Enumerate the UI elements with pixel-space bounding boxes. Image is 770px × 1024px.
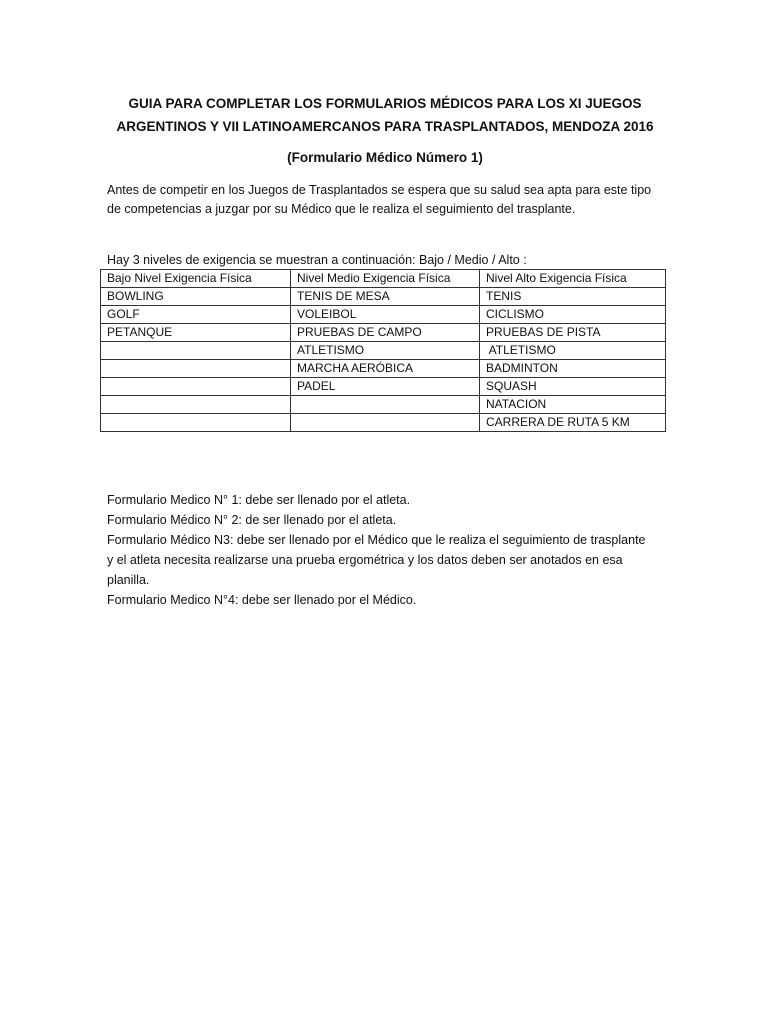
table-cell: PETANQUE <box>101 324 291 342</box>
table-row <box>101 288 666 306</box>
forms-notes <box>107 490 667 610</box>
document-subtitle: (Formulario Médico Número 1) <box>287 150 483 165</box>
table-cell: MARCHA AERÓBICA <box>291 360 480 378</box>
document-title <box>60 92 710 138</box>
table-cell: CARRERA DE RUTA 5 KM <box>480 414 666 432</box>
title-line-2: ARGENTINOS Y VII LATINOAMERCANOS PARA TRASPLANTADOS, MENDOZA 2016 <box>116 119 654 134</box>
table-cell: TENIS DE MESA <box>291 288 480 306</box>
intro-line-1: Antes de competir en los Juegos de Trasplantados se espera que su salud sea apta para este tipo <box>107 183 652 197</box>
table-row <box>101 396 666 414</box>
header-high-level: Nivel Alto Exigencia Física <box>480 270 666 288</box>
header-medium-level: Nivel Medio Exigencia Física <box>291 270 480 288</box>
table-cell: BADMINTON <box>480 360 666 378</box>
table-cell <box>101 342 291 360</box>
table-cell <box>101 378 291 396</box>
table-cell: PRUEBAS DE PISTA <box>480 324 666 342</box>
table-row <box>101 360 666 378</box>
table-cell: SQUASH <box>480 378 666 396</box>
exigency-levels-table <box>100 269 666 432</box>
table-cell: PADEL <box>291 378 480 396</box>
table-cell: TENIS <box>480 288 666 306</box>
table-row <box>101 414 666 432</box>
table-cell <box>291 396 480 414</box>
table-row <box>101 306 666 324</box>
table-cell: BOWLING <box>101 288 291 306</box>
table-cell <box>101 414 291 432</box>
table-cell: ATLETISMO <box>480 342 666 360</box>
table-cell: GOLF <box>101 306 291 324</box>
title-line-1: GUIA PARA COMPLETAR LOS FORMULARIOS MÉDICOS PARA LOS XI JUEGOS <box>128 96 642 111</box>
table-header-row <box>101 270 666 288</box>
table-cell: NATACION <box>480 396 666 414</box>
note-form-3-end: planilla. <box>107 573 150 587</box>
table-cell <box>101 396 291 414</box>
table-cell <box>101 360 291 378</box>
header-low-level: Bajo Nivel Exigencia Física <box>101 270 291 288</box>
table-row <box>101 342 666 360</box>
note-form-3: Formulario Médico N3: debe ser llenado por el Médico que le realiza el seguimiento de trasplante <box>107 533 646 547</box>
table-cell <box>291 414 480 432</box>
table-cell: ATLETISMO <box>291 342 480 360</box>
note-form-2: Formulario Médico N° 2: de ser llenado por el atleta. <box>107 513 397 527</box>
intro-line-2: de competencias a juzgar por su Médico que le realiza el seguimiento del trasplante. <box>107 202 576 216</box>
table-cell: PRUEBAS DE CAMPO <box>291 324 480 342</box>
table-row <box>101 324 666 342</box>
table-caption: Hay 3 niveles de exigencia se muestran a continuación: Bajo / Medio / Alto : <box>107 253 527 267</box>
table-cell: VOLEIBOL <box>291 306 480 324</box>
table-cell: CICLISMO <box>480 306 666 324</box>
note-form-3-cont: y el atleta necesita realizarse una prueba ergométrica y los datos deben ser anotados en esa <box>107 553 623 567</box>
intro-paragraph <box>107 181 667 219</box>
note-form-1: Formulario Medico N° 1: debe ser llenado por el atleta. <box>107 493 411 507</box>
note-form-4: Formulario Medico N°4: debe ser llenado por el Médico. <box>107 593 417 607</box>
table-row <box>101 378 666 396</box>
